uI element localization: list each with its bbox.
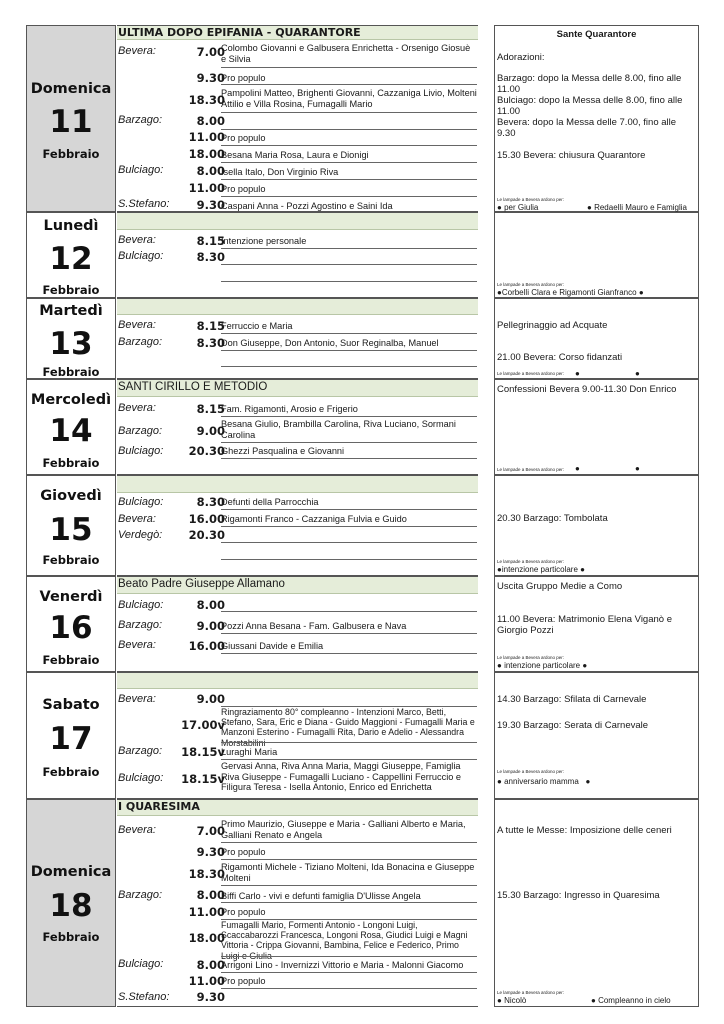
lamp-caption: Le lampade a Bevera ardono per:	[497, 990, 565, 995]
mass-intention: Pampolini Matteo, Brighenti Giovanni, Cazzaniga Livio, Molteni Attilio e Villa Rosina, Fumagalli Mario	[221, 88, 477, 109]
mass-intention: Luraghi Maria	[221, 747, 278, 757]
day-name: Domenica	[30, 864, 112, 880]
day-number: 17	[49, 721, 93, 757]
day-box-mercoledi-14	[26, 379, 116, 475]
day-month: Febbraio	[42, 365, 100, 379]
mass-intention: Fumagalli Mario, Formenti Antonio - Longoni Luigi, Scaccabarozzi Francesca, Longoni Rosa, Giudici Luigi e Magni Vittoria - Crippa Giovanni, Bambina, Felice e Federico, Primo Luigi e Giulia	[221, 920, 468, 961]
events-title: Sante Quarantore	[556, 29, 637, 40]
line	[221, 542, 477, 543]
event: 15.30 Bevera: chiusura Quarantore	[497, 150, 646, 161]
event: Bevera: dopo la Messa delle 7.00, fino alle 9.30	[497, 117, 677, 139]
day-number: 12	[49, 241, 93, 277]
bullet-icon: ●	[497, 777, 502, 786]
line	[221, 179, 477, 180]
day-number: 11	[49, 104, 93, 140]
line	[221, 145, 477, 146]
lamp-intention: ● intenzione particolare ●	[497, 661, 588, 670]
mass-time: 9.00	[196, 692, 225, 706]
event: Bulciago: dopo la Messa delle 8.00, fino alle 11.00	[497, 95, 683, 117]
mass-place: Bevera:	[118, 45, 156, 57]
mass-time: 8.30	[196, 250, 225, 264]
mass-time: 8.00	[196, 888, 225, 902]
lamp-intention: ● anniversario mamma ●	[497, 777, 591, 786]
mass-time: 18.15v	[181, 745, 225, 759]
day-box-lunedi-12	[26, 212, 116, 298]
event: A tutte le Messe: Imposizione delle ceneri	[497, 825, 672, 836]
bullet-icon: ●	[638, 288, 644, 297]
line	[221, 842, 477, 843]
line	[221, 112, 477, 113]
bullet-icon: ●	[575, 464, 580, 473]
line	[221, 956, 477, 957]
mass-place: Bulciago:	[118, 164, 164, 176]
mass-intention: Besana Maria Rosa, Laura e Dionigi	[221, 150, 369, 160]
line	[221, 416, 477, 417]
line	[221, 653, 477, 654]
mass-place: Barzago:	[118, 745, 163, 757]
line	[221, 366, 477, 367]
mass-intention: Colombo Giovanni e Galbusera Enrichetta - Orsenigo Giosuè e Silvia	[221, 43, 471, 64]
mass-place: Bulciago:	[118, 250, 164, 262]
mass-time: 17.00v	[181, 718, 225, 732]
day-name: Giovedì	[40, 488, 102, 504]
day-month: Febbraio	[42, 456, 100, 470]
line	[221, 742, 477, 743]
mass-place: Bulciago:	[118, 958, 164, 970]
mass-time: 18.30	[188, 867, 225, 881]
events-panel-domenica-11	[494, 25, 699, 212]
line	[221, 248, 477, 249]
line	[221, 67, 477, 68]
day-number: 13	[49, 326, 93, 362]
mass-place: Bulciago:	[118, 445, 164, 457]
bullet-icon: ●	[591, 996, 596, 1005]
line	[221, 885, 477, 886]
mass-intention: Don Giuseppe, Don Antonio, Suor Reginalba, Manuel	[221, 338, 439, 348]
mass-intention: Biffi Carlo - vivi e defunti famiglia D'Ulisse Angela	[221, 891, 421, 901]
events-panel-lunedi-12	[494, 212, 699, 298]
bullet-icon: ●	[587, 203, 592, 212]
liturgy-header	[117, 299, 478, 315]
liturgy-header: SANTI CIRILLO E METODIO	[117, 380, 478, 397]
mass-time: 8.15	[196, 402, 225, 416]
mass-time: 11.00	[188, 181, 225, 195]
lamp-bullet	[635, 464, 640, 473]
day-name: Martedì	[39, 303, 103, 319]
lamp-intention: ● per Giulia	[497, 203, 539, 212]
line	[221, 84, 477, 85]
mass-time: 8.30	[196, 495, 225, 509]
mass-place: Verdegò:	[118, 529, 163, 541]
mass-place: Barzago:	[118, 425, 163, 437]
masses-panel-lunedi-12	[117, 212, 478, 298]
liturgy-header	[117, 476, 478, 493]
line	[221, 972, 477, 973]
event: Adorazioni:	[497, 52, 545, 63]
events-panel-venerdi-16	[494, 576, 699, 672]
mass-time: 9.00	[196, 424, 225, 438]
mass-place: Bevera:	[118, 639, 156, 651]
mass-time: 8.00	[196, 164, 225, 178]
bullet-icon: ●	[575, 369, 580, 378]
bullet-icon: ●	[582, 661, 588, 670]
events-panel-giovedi-15	[494, 475, 699, 576]
event: Uscita Gruppo Medie a Como	[497, 581, 623, 592]
bullet-icon: ●	[580, 565, 585, 574]
mass-intention: Intenzione personale	[221, 236, 307, 246]
line	[221, 526, 477, 527]
lamp-intention: ● Compleanno in cielo	[591, 996, 671, 1005]
masses-panel-giovedi-15	[117, 475, 478, 576]
line	[221, 333, 477, 334]
bullet-icon: ●	[585, 777, 591, 786]
day-name: Sabato	[42, 697, 100, 713]
mass-time: 8.15	[196, 234, 225, 248]
mass-intention: Defunti della Parrocchia	[221, 497, 319, 507]
lamp-caption: Le lampade a Bevera ardono per:	[497, 655, 565, 660]
mass-place: Barzago:	[118, 619, 163, 631]
line	[221, 129, 477, 130]
lamp-intention: ● Nicolò	[497, 996, 527, 1005]
lamp-bullet	[575, 369, 580, 378]
mass-time: 11.00	[188, 974, 225, 988]
bullet-icon: ●	[497, 661, 502, 670]
line	[221, 162, 477, 163]
mass-intention: Caspani Anna - Pozzi Agostino e Saini Ida	[221, 201, 393, 211]
mass-time: 9.30	[196, 198, 225, 212]
day-box-venerdi-16	[26, 576, 116, 672]
day-number: 16	[49, 610, 93, 646]
line	[221, 611, 477, 612]
mass-place: Bevera:	[118, 234, 156, 246]
mass-intention: Pro populo	[221, 133, 266, 143]
mass-place: Bulciago:	[118, 772, 164, 784]
mass-time: 16.00	[188, 639, 225, 653]
mass-time: 20.30	[188, 528, 225, 542]
bullet-icon: ●	[497, 203, 502, 212]
day-month: Febbraio	[42, 930, 100, 944]
mass-time: 18.00	[188, 931, 225, 945]
masses-panel-sabato-17	[117, 672, 478, 799]
mass-time: 8.15	[196, 319, 225, 333]
mass-place: Barzago:	[118, 336, 163, 348]
day-number: 14	[49, 413, 93, 449]
mass-time: 18.00	[188, 147, 225, 161]
line	[221, 281, 477, 282]
mass-intention: Pro populo	[221, 976, 266, 986]
masses-panel-domenica-11	[117, 25, 478, 212]
day-month: Febbraio	[42, 765, 100, 779]
event: 11.00 Bevera: Matrimonio Elena Viganò e Giorgio Pozzi	[497, 614, 672, 636]
mass-time: 8.00	[196, 958, 225, 972]
masses-panel-domenica-18	[117, 799, 478, 1007]
lamp-caption: Le lampade a Bevera ardono per:	[497, 467, 565, 472]
mass-intention: Gervasi Anna, Riva Anna Maria, Maggi Giuseppe, Famiglia Riva Giuseppe - Fumagalli Luciano - Cappellini Ferruccio e Filigura Teresa - Isella Antonio, Enrico ed Enrichetta	[221, 761, 462, 793]
event: 19.30 Barzago: Serata di Carnevale	[497, 720, 649, 731]
day-number: 15	[49, 512, 93, 548]
mass-intention: Pro populo	[221, 184, 266, 194]
bullet-icon: ●	[497, 565, 502, 574]
day-box-giovedi-15	[26, 475, 116, 576]
event: 20.30 Barzago: Tombolata	[497, 513, 608, 524]
bullet-icon: ●	[497, 996, 502, 1005]
day-box-martedi-13	[26, 298, 116, 379]
mass-intention: Ghezzi Pasqualina e Giovanni	[221, 446, 345, 456]
line	[221, 902, 477, 903]
mass-intention: Besana Giulio, Brambilla Carolina, Riva Luciano, Sormani Carolina	[221, 419, 456, 440]
lamp-bullet	[635, 369, 640, 378]
day-month: Febbraio	[42, 147, 100, 161]
mass-time: 7.00	[196, 45, 225, 59]
line	[221, 859, 477, 860]
liturgy-header: ULTIMA DOPO EPIFANIA - QUARANTORE	[117, 26, 478, 40]
day-name: Venerdì	[39, 589, 103, 605]
mass-place: S.Stefano:	[118, 198, 170, 210]
mass-intention: Ferruccio e Maria	[221, 321, 293, 331]
mass-intention: Pro populo	[221, 73, 266, 83]
mass-place: Bevera:	[118, 693, 156, 705]
lamp-caption: Le lampade a Bevera ardono per:	[497, 197, 565, 202]
lamp-caption: Le lampade a Bevera ardono per:	[497, 559, 565, 564]
event: 14.30 Barzago: Sfilata di Carnevale	[497, 694, 647, 705]
bullet-icon: ●	[497, 288, 502, 297]
line	[221, 759, 477, 760]
masses-panel-venerdi-16	[117, 576, 478, 672]
mass-intention: Rigamonti Michele - Tiziano Molteni, Ida Bonacina e Giuseppe Molteni	[221, 862, 475, 883]
mass-time: 8.30	[196, 336, 225, 350]
day-number: 18	[49, 888, 93, 924]
lamp-caption: Le lampade a Bevera ardono per:	[497, 282, 565, 287]
mass-place: Bevera:	[118, 402, 156, 414]
lamp-intention: ● Redaelli Mauro e Famiglia	[587, 203, 688, 212]
event: Pellegrinaggio ad Acquate	[497, 320, 608, 331]
mass-intention: Pro populo	[221, 847, 266, 857]
mass-intention: Pozzi Anna Besana - Fam. Galbusera e Nava	[221, 621, 407, 631]
line	[221, 988, 477, 989]
events-panel-domenica-18	[494, 799, 699, 1007]
day-month: Febbraio	[42, 653, 100, 667]
day-month: Febbraio	[42, 283, 100, 297]
mass-place: Bevera:	[118, 513, 156, 525]
liturgy-header	[117, 213, 478, 230]
mass-time: 11.00	[188, 130, 225, 144]
bullet-icon: ●	[635, 464, 640, 473]
event: 15.30 Barzago: Ingresso in Quaresima	[497, 890, 660, 901]
lamp-intention: ●intenzione particolare ●	[497, 565, 585, 574]
mass-time: 9.30	[196, 71, 225, 85]
day-box-domenica-18	[26, 799, 116, 1007]
lamp-caption: Le lampade a Bevera ardono per:	[497, 769, 565, 774]
mass-time: 9.30	[196, 845, 225, 859]
line	[221, 633, 477, 634]
lamp-intention: ●Corbelli Clara e Rigamonti Gianfranco ●	[497, 288, 644, 297]
events-panel-martedi-13	[494, 298, 699, 379]
mass-time: 9.30	[196, 990, 225, 1004]
event: Barzago: dopo la Messa delle 8.00, fino alle 11.00	[497, 73, 682, 95]
event: 21.00 Bevera: Corso fidanzati	[497, 352, 623, 363]
mass-place: Bevera:	[118, 319, 156, 331]
mass-place: Bulciago:	[118, 599, 164, 611]
mass-time: 9.00	[196, 619, 225, 633]
line	[221, 442, 477, 443]
lamp-bullet	[575, 464, 580, 473]
day-box-domenica-11	[26, 25, 116, 212]
mass-place: Barzago:	[118, 889, 163, 901]
liturgy-header: I QUARESIMA	[117, 800, 478, 816]
line	[221, 264, 477, 265]
masses-panel-martedi-13	[117, 298, 478, 379]
line	[221, 559, 477, 560]
mass-time: 8.00	[196, 598, 225, 612]
liturgy-header: Beato Padre Giuseppe Allamano	[117, 577, 478, 594]
masses-panel-mercoledi-14	[117, 379, 478, 475]
liturgy-header	[117, 673, 478, 689]
line	[221, 350, 477, 351]
bullet-icon: ●	[635, 369, 640, 378]
mass-place: Bulciago:	[118, 496, 164, 508]
day-name: Lunedì	[43, 218, 99, 234]
day-name: Domenica	[30, 81, 112, 97]
line	[221, 509, 477, 510]
line	[221, 458, 477, 459]
mass-time: 20.30	[188, 444, 225, 458]
mass-intention: Arrigoni Lino - Invernizzi Vittorio e Maria - Malonni Giacomo	[221, 960, 464, 970]
event: Confessioni Bevera 9.00-11.30 Don Enrico	[497, 384, 677, 395]
events-panel-sabato-17	[494, 672, 699, 799]
lamp-caption: Le lampade a Bevera ardono per:	[497, 371, 565, 376]
line	[221, 196, 477, 197]
mass-intention: Giussani Davide e Emilia	[221, 641, 324, 651]
mass-intention: Isella Italo, Don Virginio Riva	[221, 167, 339, 177]
day-name: Mercoledì	[30, 392, 112, 408]
mass-time: 8.00	[196, 114, 225, 128]
mass-place: Bevera:	[118, 824, 156, 836]
mass-time: 7.00	[196, 824, 225, 838]
mass-intention: Primo Maurizio, Giuseppe e Maria - Galliani Alberto e Maria, Galliani Renato e Angela	[221, 819, 466, 840]
mass-place: S.Stefano:	[118, 991, 170, 1003]
mass-place: Barzago:	[118, 114, 163, 126]
mass-intention: Ringraziamento 80° compleanno - Intenzioni Marco, Betti, Stefano, Sara, Eric e Diana - Guido Maggioni - Fumagalli Maria e Manzoni Esterino - Fumagalli Rita, Dario e Adelio - Alessandra Morstabilini	[221, 707, 475, 748]
mass-intention: Fam. Rigamonti, Arosio e Frigerio	[221, 404, 358, 414]
day-box-sabato-17	[26, 672, 116, 799]
mass-time: 11.00	[188, 905, 225, 919]
mass-intention: Rigamonti Franco - Cazzaniga Fulvia e Guido	[221, 514, 407, 524]
day-month: Febbraio	[42, 553, 100, 567]
events-panel-mercoledi-14	[494, 379, 699, 475]
mass-time: 18.15v	[181, 772, 225, 786]
mass-time: 16.00	[188, 512, 225, 526]
mass-intention: Pro populo	[221, 907, 266, 917]
mass-time: 18.30	[188, 93, 225, 107]
